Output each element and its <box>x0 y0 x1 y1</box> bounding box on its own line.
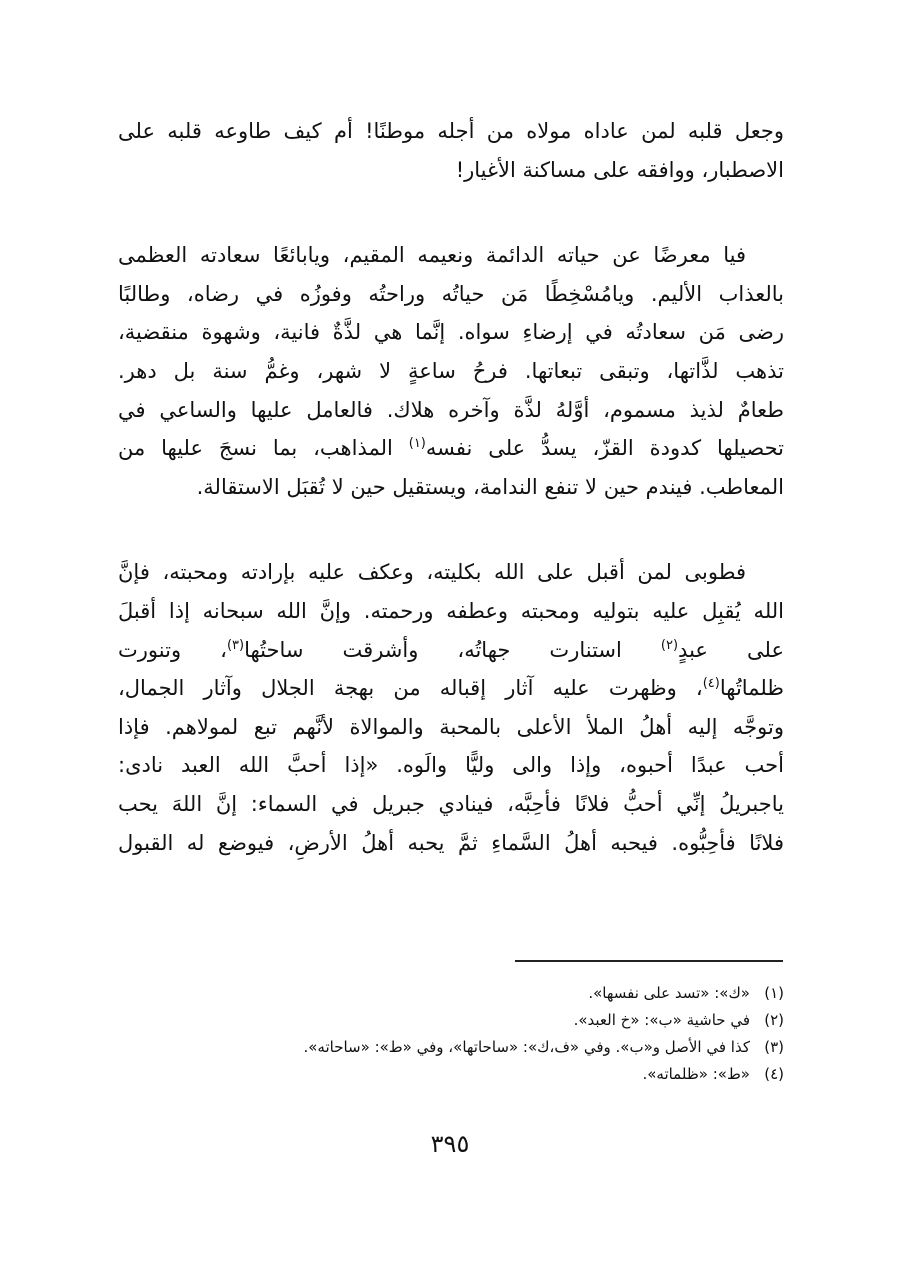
footnote-item <box>118 1007 784 1034</box>
text-line: الله يُقبِل عليه بتوليه ومحبته وعطفه ورحمته. وإنَّ الله سبحانه إذا أقبلَ <box>118 598 784 623</box>
footnote-text: «ك»: «تسد على نفسها». <box>588 984 750 1002</box>
paragraph-3 <box>118 553 784 862</box>
text-line: طعامٌ لذيذ مسموم، أوَّلهُ لذَّة وآخره هلاك. فالعامل عليها والساعي في <box>118 397 784 422</box>
text-line: أحب عبدًا أحبوه، وإذا والى وليًّا والَوه. «إذا أحبَّ الله العبد نادى: <box>118 753 784 778</box>
page-body <box>118 112 784 862</box>
text-line <box>118 429 784 468</box>
footnote-number: (١) <box>764 984 784 1002</box>
footnote-text: كذا في الأصل و«ب». وفي «ف،ك»: «ساحاتها»، وفي «ط»: «ساحاته». <box>303 1038 750 1056</box>
footnote-text: «ط»: «ظلماته». <box>642 1065 750 1083</box>
page-number: ٣٩٥ <box>430 1130 470 1158</box>
text-line: بالعذاب الأليم. ويامُسْخِطًا مَن حياتُه وراحتُه وفوزُه في رضاه، وطالبًا <box>118 281 784 306</box>
text-segment: على عبدٍ <box>678 637 784 662</box>
footnote-text: في حاشية «ب»: «خ العبد». <box>573 1011 750 1029</box>
footnotes <box>118 980 784 1088</box>
text-line: وجعل قلبه لمن عاداه مولاه من أجله موطنًا! أم كيف طاوعه قلبه على <box>118 119 784 143</box>
text-line: وتوجَّه إليه أهلُ الملأ الأعلى بالمحبة والموالاة لأنَّهم تبع لمولاهم. فإذا <box>118 714 784 739</box>
text-segment: المذاهب، بما نسجَ عليها من <box>118 436 409 461</box>
footnote-item <box>118 1061 784 1088</box>
footnote-number: (٣) <box>764 1038 784 1056</box>
text-line: فيا معرضًا عن حياته الدائمة ونعيمه المقيم، ويابائعًا سعادته العظمى <box>118 243 746 268</box>
text-segment: استنارت جهاتُه، وأشرقت ساحتُها <box>244 637 661 662</box>
text-segment: ظلماتُها <box>719 676 784 701</box>
text-line: تذهب لذَّاتها، وتبقى تبعاتها. فرحُ ساعةٍ لا شهر، وغمُّ سنة بل دهر. <box>118 358 784 383</box>
text-line: المعاطب. فيندم حين لا تنفع الندامة، ويستقيل حين لا تُقبَل الاستقالة. <box>196 474 784 499</box>
text-line: ياجبريلُ إنِّي أحبُّ فلانًا فأحِبَّه، فينادي جبريل في السماء: إنَّ اللهَ يحب <box>118 791 784 816</box>
footnote-separator <box>515 960 783 962</box>
footnote-ref-1[interactable]: (١) <box>408 436 426 452</box>
text-line: فلانًا فأحِبُّوه. فيحبه أهلُ السَّماءِ ثمَّ يحبه أهلُ الأرضِ، فيوضع له القبول <box>118 830 784 855</box>
text-segment: ، وتنورت <box>118 637 227 662</box>
text-line: الاصطبار، ووافقه على مساكنة الأغيار! <box>455 157 784 182</box>
footnote-item <box>118 1034 784 1061</box>
footnote-ref-4[interactable]: (٤) <box>702 676 720 692</box>
text-line: رضى مَن سعادتُه في إرضاءِ سواه. إنَّما هي لذَّةٌ فانية، وشهوة منقضية، <box>118 320 784 345</box>
paragraph-1 <box>118 112 784 189</box>
footnote-number: (٢) <box>764 1011 784 1029</box>
text-segment: تحصيلها كدودة القزّ، يسدُّ على نفسه <box>425 436 785 461</box>
text-segment: ، وظهرت عليه آثار إقباله من بهجة الجلال وآثار الجمال، <box>118 676 703 701</box>
text-line <box>118 631 784 670</box>
footnote-ref-3[interactable]: (٣) <box>226 637 245 653</box>
footnote-item <box>118 980 784 1007</box>
text-line: فطوبى لمن أقبل على الله بكليته، وعكف عليه بإرادته ومحبته، فإنَّ <box>118 560 746 585</box>
text-line <box>118 669 784 708</box>
footnote-number: (٤) <box>764 1065 784 1083</box>
paragraph-2 <box>118 236 784 506</box>
footnote-ref-2[interactable]: (٢) <box>660 637 679 653</box>
